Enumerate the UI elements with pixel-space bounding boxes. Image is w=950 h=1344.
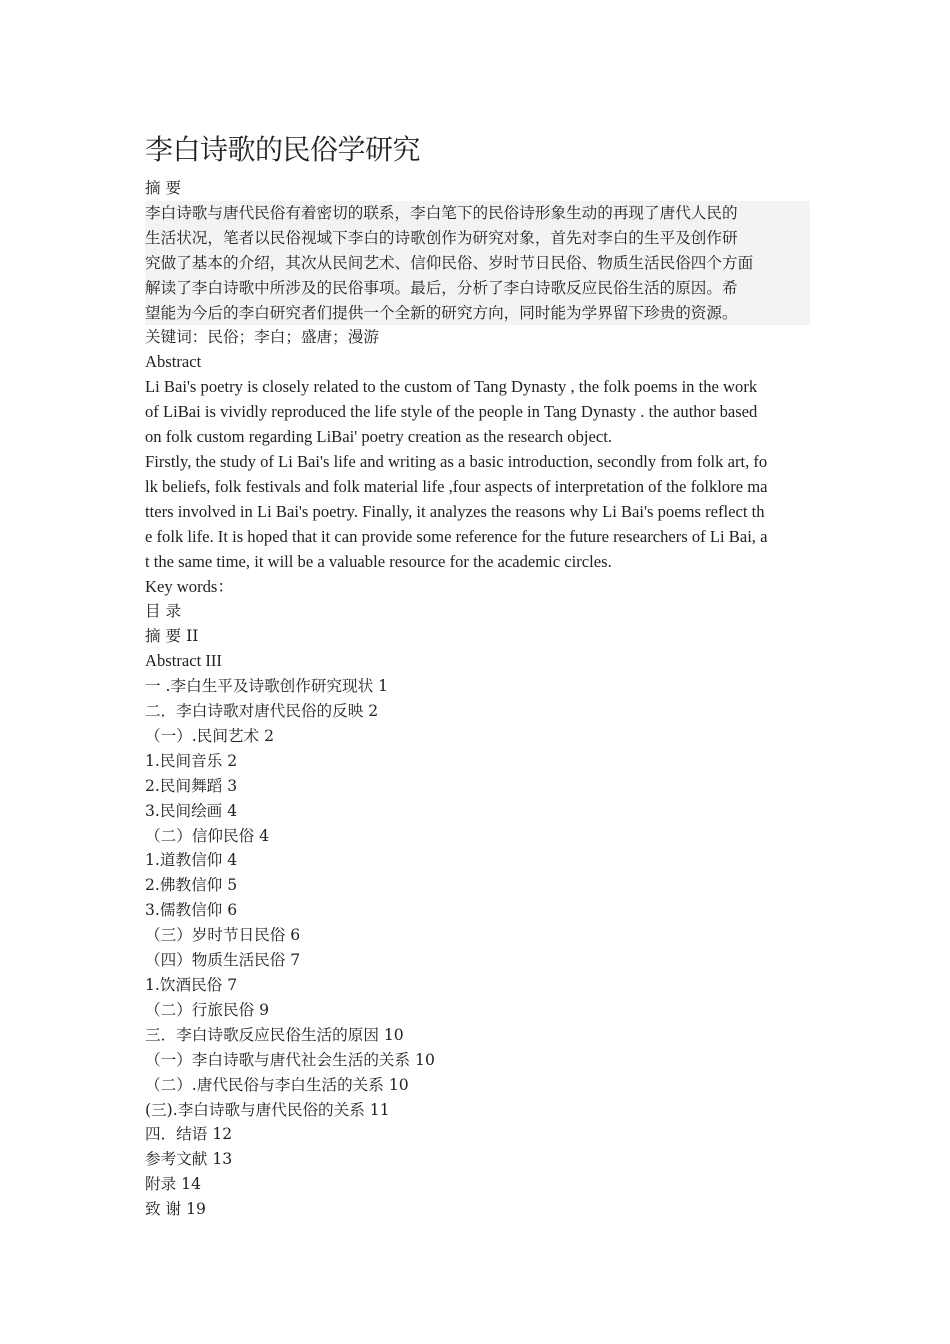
toc-entry: 致 谢 19 bbox=[145, 1200, 206, 1219]
abstract-en-heading: Abstract bbox=[145, 352, 202, 372]
abstract-cn-line: 解读了李白诗歌中所涉及的民俗事项。最后，分析了李白诗歌反应民俗生活的原因。希 bbox=[145, 276, 810, 301]
abstract-en-line: e folk life. It is hoped that it can provide some reference for the future researchers of Li Bai, a bbox=[145, 526, 768, 546]
toc-entry: (三).李白诗歌与唐代民俗的关系 11 bbox=[145, 1100, 390, 1119]
abstract-en-line: t the same time, it will be a valuable resource for the academic circles. bbox=[145, 551, 612, 571]
toc-entry: Abstract III bbox=[145, 651, 222, 671]
abstract-cn-heading: 摘 要 bbox=[145, 179, 182, 197]
abstract-en-line: lk beliefs, folk festivals and folk material life ,four aspects of interpretation of the folklore ma bbox=[145, 476, 768, 496]
toc-entry: 附录 14 bbox=[145, 1175, 201, 1194]
toc-entry: 三．李白诗歌反应民俗生活的原因 10 bbox=[145, 1025, 404, 1044]
toc-heading: 目 录 bbox=[145, 602, 182, 621]
abstract-en-line: Li Bai's poetry is closely related to the custom of Tang Dynasty , the folk poems in the work bbox=[145, 377, 758, 397]
toc-entry: 3.民间绘画 4 bbox=[145, 801, 238, 820]
toc-entry: 1.饮酒民俗 7 bbox=[145, 976, 238, 994]
document-page bbox=[145, 128, 810, 1222]
abstract-en-line: tters involved in Li Bai's poetry. Finally, it analyzes the reasons why Li Bai's poems reflect th bbox=[145, 501, 765, 521]
abstract-en-line: of LiBai is vividly reproduced the life style of the people in Tang Dynasty . the author based bbox=[145, 402, 758, 422]
toc-entry: （一）李白诗歌与唐代社会生活的关系 10 bbox=[145, 1050, 435, 1069]
keywords-cn: 关键词：民俗；李白；盛唐；漫游 bbox=[145, 328, 379, 347]
toc-entry: （四）物质生活民俗 7 bbox=[145, 951, 301, 970]
toc-entry: （二）信仰民俗 4 bbox=[145, 826, 270, 845]
toc-entry: （一）.民间艺术 2 bbox=[145, 726, 274, 745]
toc-entry: 一 .李白生平及诗歌创作研究现状 1 bbox=[145, 677, 389, 696]
abstract-en-body bbox=[145, 375, 810, 574]
abstract-en-line: Firstly, the study of Li Bai's life and writing as a basic introduction, secondly from folk art, fo bbox=[145, 451, 768, 471]
toc-entry: 摘 要 II bbox=[145, 627, 199, 646]
abstract-cn-line: 李白诗歌与唐代民俗有着密切的联系，李白笔下的民俗诗形象生动的再现了唐代人民的 bbox=[145, 201, 810, 226]
abstract-en-line: on folk custom regarding LiBai' poetry creation as the research object. bbox=[145, 427, 612, 447]
toc-entry: （二）.唐代民俗与李白生活的关系 10 bbox=[145, 1075, 409, 1094]
keywords-en: Key words： bbox=[145, 576, 234, 596]
document-title: 李白诗歌的民俗学研究 bbox=[145, 133, 421, 166]
abstract-cn-line: 生活状况，笔者以民俗视域下李白的诗歌创作为研究对象，首先对李白的生平及创作研 bbox=[145, 226, 810, 251]
toc-entry: （二）行旅民俗 9 bbox=[145, 1000, 270, 1019]
toc-entry: 二．李白诗歌对唐代民俗的反映 2 bbox=[145, 702, 379, 721]
toc-entry: 2.佛教信仰 5 bbox=[145, 876, 238, 895]
toc-entry: 3.儒教信仰 6 bbox=[145, 901, 238, 920]
table-of-contents bbox=[145, 624, 810, 1222]
abstract-cn-line: 究做了基本的介绍，其次从民间艺术、信仰民俗、岁时节日民俗、物质生活民俗四个方面 bbox=[145, 251, 810, 276]
abstract-cn-body bbox=[145, 201, 810, 326]
toc-entry: （三）岁时节日民俗 6 bbox=[145, 926, 301, 945]
toc-entry: 1.道教信仰 4 bbox=[145, 851, 238, 870]
toc-entry: 1.民间音乐 2 bbox=[145, 751, 238, 770]
toc-entry: 2.民间舞蹈 3 bbox=[145, 776, 238, 795]
toc-entry: 参考文献 13 bbox=[145, 1150, 233, 1169]
abstract-cn-line: 望能为今后的李白研究者们提供一个全新的研究方向，同时能为学界留下珍贵的资源。 bbox=[145, 301, 810, 326]
toc-entry: 四．结语 12 bbox=[145, 1125, 233, 1144]
